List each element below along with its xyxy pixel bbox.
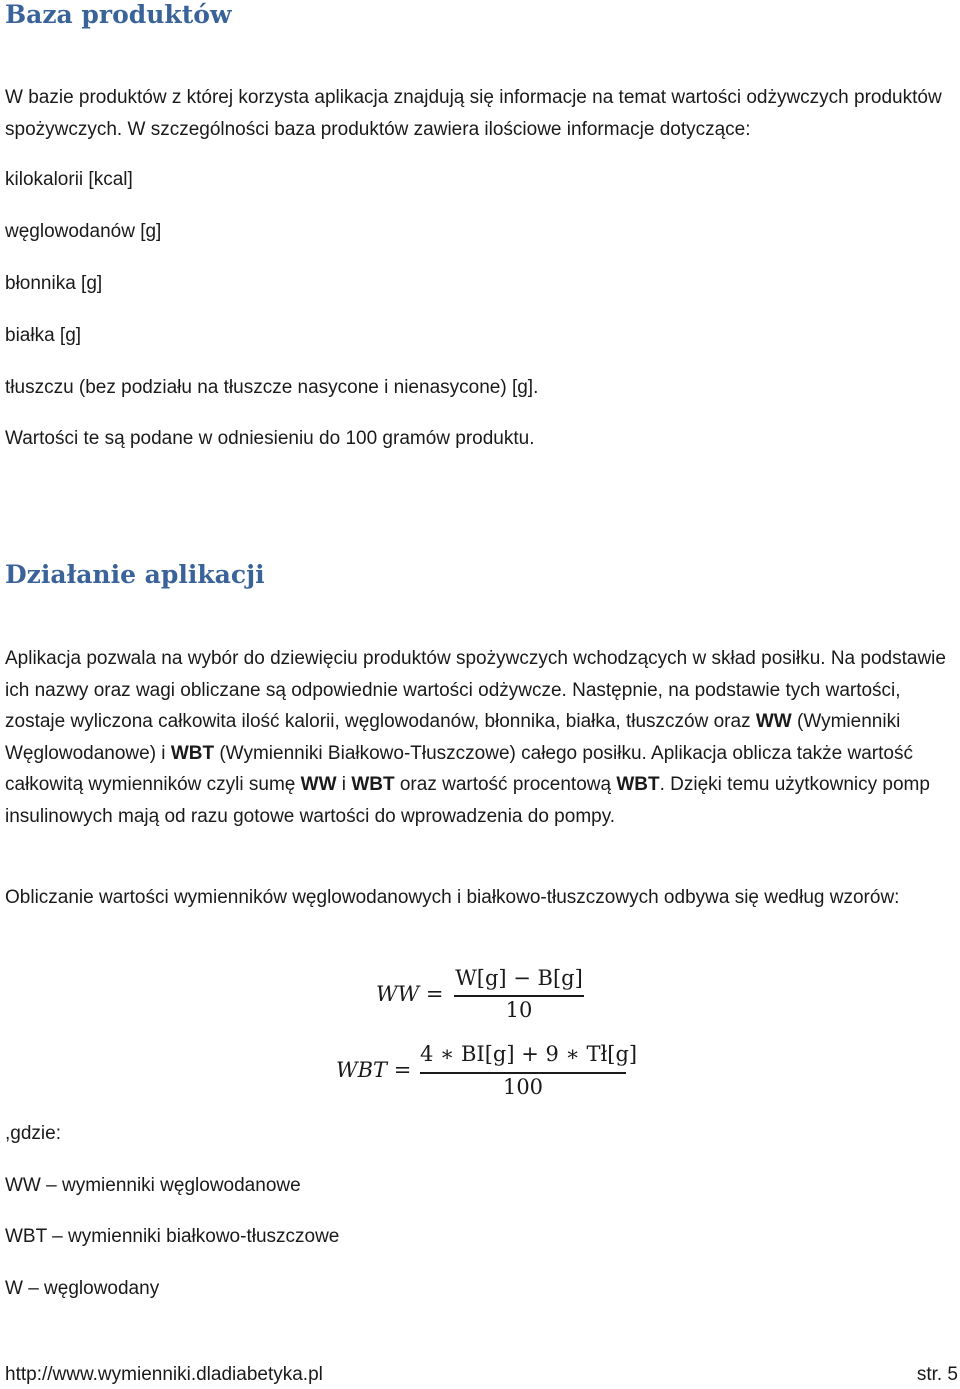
bold-wbt: WBT	[170, 742, 215, 764]
formulas-intro-paragraph: Obliczanie wartości wymienników węglowodanowych i białkowo-tłuszczowych odbywa się według wzorów:	[5, 887, 900, 908]
legend-item-ww: WW – wymienniki węglowodanowe	[5, 1175, 301, 1196]
fraction-bar	[420, 1072, 626, 1074]
formula-wbt-numerator: 4 ∗ BI[g] + 9 ∗ Tł[g]	[420, 1042, 638, 1066]
intro-paragraph: W bazie produktów z której korzysta aplikacja znajdują się informacje na temat wartości odżywczych produktów spożywczych. W szczególności baza produktów zawiera ilościowe informacje dotyczące:	[5, 87, 942, 140]
formula-ww-denominator: 10	[505, 998, 533, 1022]
formula-ww	[376, 962, 596, 1032]
bold-wbt: WBT	[351, 774, 395, 795]
footer-url-link[interactable]: http://www.wymienniki.dladiabetyka.pl	[5, 1364, 323, 1385]
formula-wbt-denominator: 100	[502, 1075, 544, 1099]
text-run: i	[336, 774, 352, 795]
list-item-kcal: kilokalorii [kcal]	[5, 169, 133, 190]
bold-ww: WW	[300, 774, 337, 795]
bold-wbt: WBT	[616, 774, 660, 795]
reference-note: Wartości te są podane w odniesieniu do 100 gramów produktu.	[5, 428, 535, 449]
list-item-fiber: błonnika [g]	[5, 273, 103, 294]
app-description-paragraph	[5, 643, 955, 832]
text-run: . Dzięki temu użytkownicy pomp insulinowych mają od razu gotowe wartości do wprowadzenia do pompy.	[5, 774, 930, 827]
legend-item-w: W – węglowodany	[5, 1278, 160, 1299]
fraction-bar	[454, 995, 584, 997]
formula-wbt-lhs: WBT =	[336, 1058, 412, 1082]
text-run: (Wymienniki Węglowodanowe) i	[5, 711, 901, 764]
text-run: (Wymienniki Białkowo-Tłuszczowe) całego posiłku. Aplikacja oblicza także wartość całkowitą wymienników czyli sumę	[5, 742, 913, 795]
section-heading-app-operation: Działanie aplikacji	[5, 560, 265, 589]
section-heading-product-database: Baza produktów	[5, 0, 232, 29]
legend-item-wbt: WBT – wymienniki białkowo-tłuszczowe	[5, 1226, 340, 1247]
formula-wbt	[336, 1038, 636, 1108]
list-item-protein: białka [g]	[5, 325, 82, 346]
formula-ww-lhs: WW =	[376, 982, 444, 1006]
text-run: Aplikacja pozwala na wybór do dziewięciu produktów spożywczych wchodzących w skład posiłku. Na podstawie ich nazwy oraz wagi obliczane są odpowiednie wartości odżywcze. Następnie, na podstawie tych wartości, zostaje wyliczona całkowita ilość kalorii, węglowodanów, błonnika, białka, tłuszczów oraz	[5, 648, 946, 732]
legend-intro: ,gdzie:	[5, 1123, 61, 1144]
footer-page-number: str. 5	[916, 1364, 958, 1385]
list-item-fat: tłuszczu (bez podziału na tłuszcze nasycone i nienasycone) [g].	[5, 377, 539, 398]
list-item-carbs: węglowodanów [g]	[5, 221, 162, 242]
formula-ww-numerator: W[g] − B[g]	[455, 966, 583, 990]
bold-ww: WW	[755, 711, 792, 732]
text-run: oraz wartość procentową	[394, 774, 617, 795]
